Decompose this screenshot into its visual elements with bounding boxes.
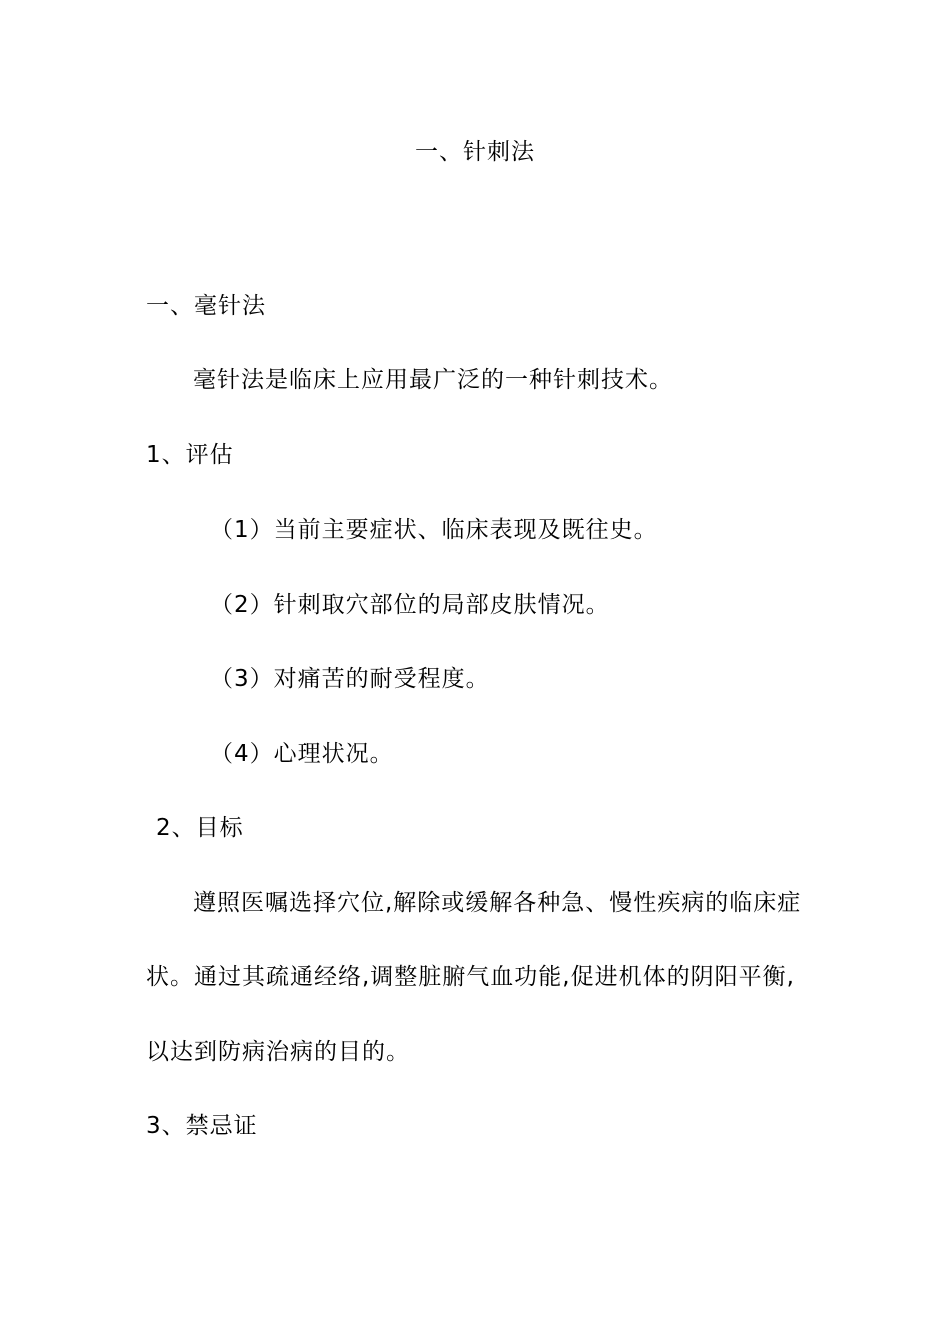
- assessment-heading: 1、评估: [146, 442, 234, 468]
- document-title: 一、针刺法: [415, 139, 535, 165]
- contraindications-heading: 3、禁忌证: [146, 1113, 258, 1139]
- goal-paragraph-line: 遵照医嘱选择穴位,解除或缓解各种急、慢性疾病的临床症: [193, 890, 802, 916]
- goal-paragraph-line: 状。通过其疏通经络,调整脏腑气血功能,促进机体的阴阳平衡,: [146, 964, 795, 990]
- assessment-item: （1）当前主要症状、临床表现及既往史。: [210, 517, 658, 543]
- assessment-item: （2）针刺取穴部位的局部皮肤情况。: [210, 592, 610, 618]
- goal-heading: 2、目标: [156, 815, 244, 841]
- goal-paragraph-line: 以达到防病治病的目的。: [146, 1039, 410, 1065]
- intro-paragraph: 毫针法是临床上应用最广泛的一种针刺技术。: [193, 367, 673, 393]
- assessment-item: （3）对痛苦的耐受程度。: [210, 666, 490, 692]
- assessment-item: （4）心理状况。: [210, 741, 394, 767]
- section-heading: 一、毫针法: [146, 293, 266, 319]
